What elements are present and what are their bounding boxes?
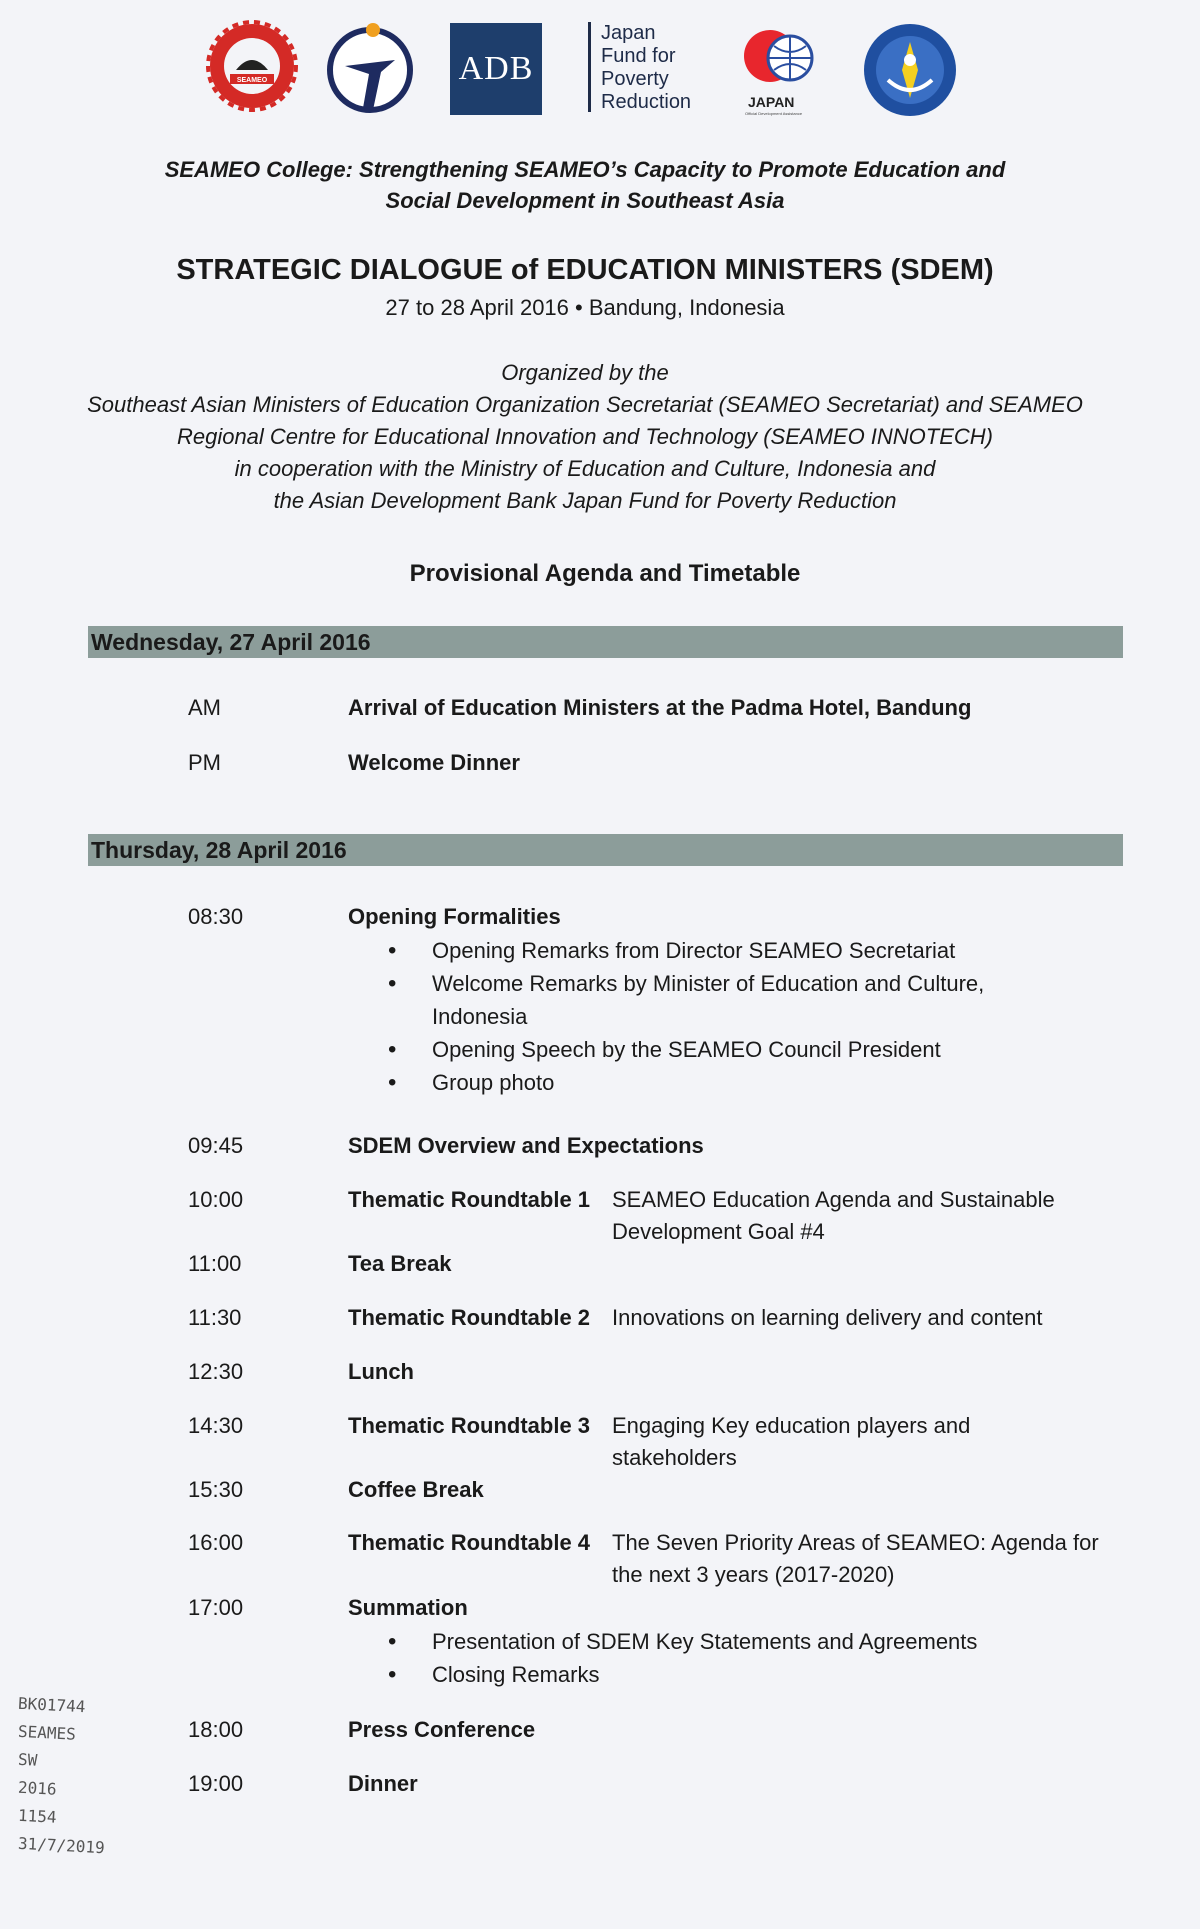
agenda-time: 16:00 <box>188 1530 244 1555</box>
summation-bullets <box>388 1625 1052 1691</box>
day-header-thursday: Thursday, 28 April 2016 <box>88 834 1123 866</box>
subtitle-line-1: SEAMEO College: Strengthening SEAMEO’s Capacity to Promote Education and <box>164 157 1006 182</box>
agenda-title: Coffee Break <box>348 1477 484 1502</box>
innotech-logo <box>325 20 415 114</box>
handwritten-line: SW <box>17 1749 38 1770</box>
agenda-time: 10:00 <box>188 1187 244 1212</box>
bullet-item: • Opening Speech by the SEAMEO Council President <box>388 1033 1052 1066</box>
japan-oda-logo <box>740 22 826 94</box>
agenda-title: Thematic Roundtable 1 <box>348 1187 591 1212</box>
opening-bullets <box>388 934 1052 1099</box>
agenda-time: 08:30 <box>188 904 244 929</box>
agenda-heading: Provisional Agenda and Timetable <box>409 560 801 587</box>
agenda-time: 12:30 <box>188 1359 244 1384</box>
agenda-title: Lunch <box>348 1359 414 1384</box>
event-date-location: 27 to 28 April 2016 • Bandung, Indonesia <box>385 295 785 320</box>
bullet-item: • Welcome Remarks by Minister of Education and Culture, Indonesia <box>388 967 1052 1033</box>
organizer-block <box>0 357 1170 517</box>
agenda-description: Engaging Key education players and stakeholders <box>612 1413 971 1470</box>
agenda-time: 17:00 <box>188 1595 244 1620</box>
jfpr-logo <box>588 22 691 112</box>
jfpr-line: Reduction <box>601 91 692 113</box>
subtitle <box>0 154 1170 216</box>
bullet-item: • Presentation of SDEM Key Statements and Agreements <box>388 1625 1052 1658</box>
seameo-logo <box>206 20 298 112</box>
agenda-time: 19:00 <box>188 1771 244 1796</box>
handwritten-line: 31/7/2019 <box>17 1833 106 1858</box>
agenda-title: Thematic Roundtable 3 <box>348 1413 591 1438</box>
organizer-line: in cooperation with the Ministry of Education and Culture, Indonesia and <box>234 456 936 481</box>
day-header-wednesday: Wednesday, 27 April 2016 <box>88 626 1123 658</box>
subtitle-line-2: Social Development in Southeast Asia <box>385 188 785 213</box>
handwritten-line: 2016 <box>17 1777 58 1799</box>
kemdikbud-logo <box>860 20 960 120</box>
agenda-time: 18:00 <box>188 1717 244 1742</box>
bullet-item: • Closing Remarks <box>388 1658 1052 1691</box>
handwritten-line: BK01744 <box>17 1693 86 1717</box>
jfpr-line: Japan <box>601 22 656 44</box>
agenda-title: Arrival of Education Ministers at the Padma Hotel, Bandung <box>348 695 972 720</box>
agenda-title: Opening Formalities <box>348 904 561 929</box>
agenda-time: 09:45 <box>188 1133 244 1158</box>
agenda-title: Summation <box>348 1595 468 1620</box>
agenda-title: Thematic Roundtable 2 <box>348 1305 591 1330</box>
agenda-time: AM <box>188 695 221 720</box>
agenda-description: The Seven Priority Areas of SEAMEO: Agenda for the next 3 years (2017-2020) <box>612 1530 1099 1587</box>
jfpr-line: Poverty <box>601 68 669 90</box>
organizer-line: Southeast Asian Ministers of Education Organization Secretariat (SEAMEO Secretariat) and SEAMEO <box>87 392 1083 417</box>
agenda-description: SEAMEO Education Agenda and Sustainable Development Goal #4 <box>612 1187 1055 1244</box>
organizer-line: Organized by the <box>501 360 669 385</box>
adb-logo: ADB <box>450 23 542 115</box>
bullet-item: • Group photo <box>388 1066 1052 1099</box>
page-title: STRATEGIC DIALOGUE of EDUCATION MINISTERS (SDEM) <box>176 254 994 286</box>
handwritten-notes <box>18 1692 105 1860</box>
agenda-title: Thematic Roundtable 4 <box>348 1530 591 1555</box>
agenda-time: 14:30 <box>188 1413 244 1438</box>
handwritten-line: 1154 <box>17 1805 58 1827</box>
agenda-time: 15:30 <box>188 1477 244 1502</box>
agenda-title: SDEM Overview and Expectations <box>348 1133 704 1158</box>
agenda-title: Dinner <box>348 1771 418 1796</box>
agenda-title: Press Conference <box>348 1717 536 1742</box>
jfpr-line: Fund for <box>601 45 676 67</box>
organizer-line: Regional Centre for Educational Innovation and Technology (SEAMEO INNOTECH) <box>176 424 994 449</box>
agenda-time: 11:30 <box>188 1305 242 1330</box>
agenda-time: PM <box>188 750 221 775</box>
agenda-description: Innovations on learning delivery and content <box>612 1305 1043 1330</box>
japan-sub-label: Official Development Assistance <box>745 111 803 116</box>
agenda-title: Welcome Dinner <box>348 750 520 775</box>
organizer-line: the Asian Development Bank Japan Fund for Poverty Reduction <box>273 488 897 513</box>
seameo-logo-text: SEAMEO <box>236 77 268 84</box>
japan-label: JAPAN <box>748 94 795 110</box>
agenda-title: Tea Break <box>348 1251 452 1276</box>
agenda-time: 11:00 <box>188 1251 242 1276</box>
handwritten-line: SEAMES <box>17 1721 77 1744</box>
logo-strip <box>200 18 980 128</box>
bullet-item: • Opening Remarks from Director SEAMEO Secretariat <box>388 934 1052 967</box>
